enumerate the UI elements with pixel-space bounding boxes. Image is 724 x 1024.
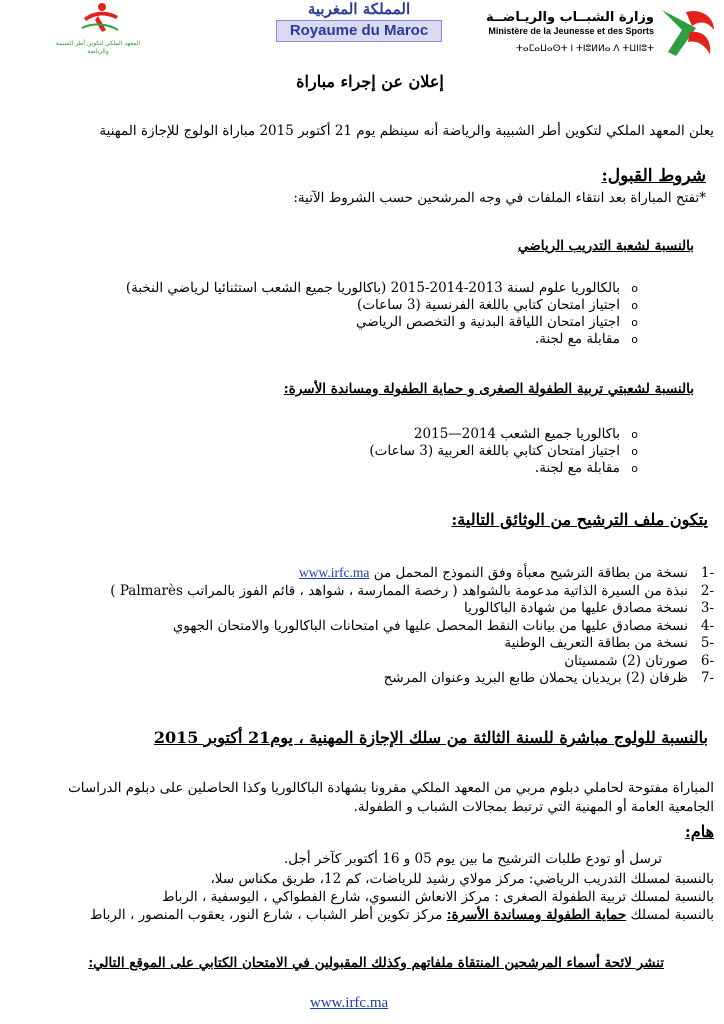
address-child-protection: بالنسبة لمسلك حماية الطفولة ومساندة الأسرة: مركز تكوين أطر الشباب ، شارع النور، يعقوب المنصور ، الرباط <box>90 907 714 923</box>
irfc-link[interactable]: www.irfc.ma <box>299 565 370 580</box>
address-sport-training: بالنسبة لمسلك التدريب الرياضي: مركز مولاي رشيد للرياضات، كم 12، طريق مكناس سلا، <box>210 871 714 887</box>
deadline-text: ترسل أو تودع طلبات الترشيح ما بين يوم 05 و 16 أكتوبر كآخر أجل. <box>283 851 662 867</box>
documents-list <box>14 564 714 688</box>
list-item: o اجتياز امتحان كتابي باللغة العربية (3 ساعات) <box>242 443 642 460</box>
section-childhood-list <box>242 426 642 477</box>
list-item: -4نسخة مصادق عليها من بيانات النقط المحصل عليها في امتحانات الباكالوريا والامتحان الجهوي <box>172 617 714 634</box>
list-item: -7ظرفان (2) بريديان يحملان طابع البريد وعنوان المرشح <box>383 670 714 686</box>
ministry-name-ar: وزارة الشبــاب والريـاضــة <box>486 10 654 25</box>
list-item: o مقابلة مع لجنة. <box>82 331 642 348</box>
section-sport-training-title: بالنسبة لشعبة التدريب الرياضي <box>518 238 694 254</box>
conditions-note: *تفتح المباراة بعد انتقاء الملفات في وجه المرشحين حسب الشروط الآتية: <box>293 190 706 206</box>
section-childhood-title: بالنسبة لشعبتي تربية الطفولة الصغرى و حماية الطفولة ومساندة الأسرة: <box>283 381 694 397</box>
important-heading: هام: <box>684 822 714 841</box>
intro-paragraph: يعلن المعهد الملكي لتكوين أطر الشبيبة والرياضة أنه سينظم يوم 21 أكتوبر 2015 مباراة الولوج للإجازة المهنية <box>99 123 714 139</box>
kingdom-box <box>276 0 442 44</box>
ministry-logo <box>463 4 718 62</box>
direct-access-heading: بالنسبة للولوج مباشرة للسنة الثالثة من سلك الإجازة المهنية ، يوم21 أكتوبر 2015 <box>153 728 708 747</box>
conditions-heading: شروط القبول: <box>601 166 706 186</box>
ministry-name-fr: Ministère de la Jeunesse et des Sports <box>488 26 654 36</box>
publication-notice: تنشر لائحة أسماء المرشحين المنتقاة ملفاتهم وكذلك المقبولين في الامتحان الكتابي على الموقع التالي: <box>88 955 664 971</box>
list-item: -1نسخة من بطاقة الترشيح معبأة وفق النموذج المحمل من www.irfc.ma <box>299 565 714 581</box>
kingdom-name-fr: Royaume du Maroc <box>276 20 442 42</box>
section-sport-training-list <box>82 280 642 348</box>
ministry-name-tifinagh: ⵜⴰⵎⴰⵡⴰⵙⵜ ⵏ ⵜⵏⵓⵍⵍⴰ ⴷ ⵜⵡⵏⵏⵓⵜ <box>516 44 654 54</box>
letterhead <box>0 0 724 70</box>
list-item: o بالكالوريا علوم لسنة 2013-2014-2015 (باكالوريا جميع الشعب استثنائيا لرياضي النخبة) <box>82 280 642 297</box>
footer-url-link[interactable]: www.irfc.ma <box>310 995 389 1011</box>
institute-logo <box>50 2 146 58</box>
list-item: o مقابلة مع لجنة. <box>242 460 642 477</box>
direct-access-line1: المباراة مفتوحة لحاملي دبلوم مربي من المعهد الملكي مقرونا بشهادة الباكالوريا وكذا الحاصلين على دبلوم الدراسات <box>68 780 714 796</box>
direct-access-line2: الجامعية العامة أو المهنية التي ترتبط بمجالات الشباب و الطفولة. <box>353 799 714 815</box>
institute-caption: المعهد الملكي لتكوين أطر الشبيبة والرياضة <box>55 40 141 55</box>
kingdom-name-ar: المملكة المغربية <box>307 0 411 18</box>
address-early-childhood: بالنسبة لمسلك تربية الطفولة الصغرى : مركز الانعاش النسوي، شارع الفطواكي ، اليوسفية ، الرباط <box>162 889 714 905</box>
list-item: -2نبذة من السيرة الذاتية مدعومة بالشواهد ( رخصة الممارسة ، شواهد ، قائم الفوز بالمراتب Palmarès ) <box>110 582 714 599</box>
list-item: -5نسخة من بطاقة التعريف الوطنية <box>504 635 714 651</box>
list-item: o اجتياز امتحان كتابي باللغة الفرنسية (3 ساعات) <box>82 297 642 314</box>
list-item: -3نسخة مصادق عليها من شهادة الباكالوريا <box>464 600 714 616</box>
runner-emblem-icon <box>80 2 120 36</box>
page-title: إعلان عن إجراء مباراة <box>296 72 444 91</box>
ministry-emblem-icon <box>656 4 718 62</box>
list-item: -6صورتان (2) شمسيتان <box>564 652 714 669</box>
documents-heading: يتكون ملف الترشيح من الوثائق التالية: <box>451 510 708 529</box>
list-item: o اجتياز امتحان اللياقة البدنية و التخصص الرياضي <box>82 314 642 331</box>
list-item: o باكالوريا جميع الشعب 2014—2015 <box>242 426 642 443</box>
